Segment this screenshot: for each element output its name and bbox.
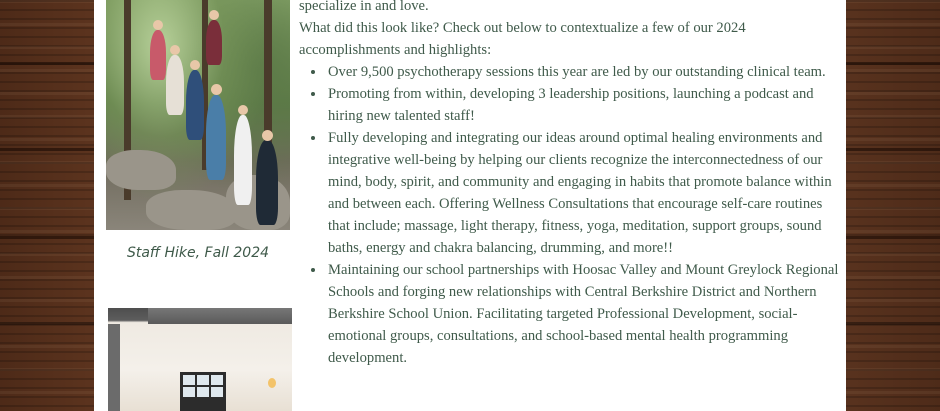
hiker	[166, 55, 184, 115]
hiker-head	[238, 105, 248, 115]
highlight-item: • Promoting from within, developing 3 leadership positions, launching a podcast and hiring new talented staff!	[326, 83, 839, 127]
window	[180, 372, 226, 411]
hiker	[150, 30, 166, 80]
hiker-head	[211, 84, 222, 95]
staff-hike-photo	[106, 0, 290, 230]
rock	[146, 190, 236, 230]
hiker	[206, 20, 222, 65]
hiker-head	[190, 60, 200, 70]
content-panel	[94, 0, 846, 411]
hiker	[234, 115, 252, 205]
hiker	[206, 95, 226, 180]
hiker	[256, 140, 278, 225]
rock	[106, 150, 176, 190]
office-interior-photo	[108, 308, 292, 411]
ceiling-duct	[148, 308, 292, 324]
window-pane	[211, 375, 223, 385]
photo-caption: Staff Hike, Fall 2024	[126, 245, 270, 261]
highlight-item: • Over 9,500 psychotherapy sessions this year are led by our outstanding clinical team.	[326, 61, 839, 83]
window-pane	[183, 387, 195, 397]
highlights-list	[299, 61, 839, 369]
hiker-head	[262, 130, 273, 141]
window-pane	[183, 375, 195, 385]
lamp	[268, 378, 276, 388]
wall-column	[108, 324, 120, 411]
window-pane	[197, 387, 209, 397]
hiker-head	[209, 10, 219, 20]
intro-question: What did this look like? Check out below to contextualize a few of our 2024 accomplishments and highlights:	[299, 20, 746, 58]
intro-fragment: specialize in and love.	[299, 0, 429, 14]
hiker	[186, 70, 204, 140]
highlight-item: • Maintaining our school partnerships with Hoosac Valley and Mount Greylock Regional Schools and forging new relationships with Central Berkshire District and Northern Berkshire School Union. Facilitating targeted Professional Development, social-emotional groups, consultations, and school-based mental health programming development.	[326, 259, 839, 369]
window-pane	[211, 387, 223, 397]
window-pane	[197, 375, 209, 385]
hiker-head	[170, 45, 180, 55]
article-body	[299, 0, 839, 369]
highlight-item: • Fully developing and integrating our ideas around optimal healing environments and integrative well-being by helping our clients recognize the interconnectedness of our mind, body, spirit, and community and engaging in habits that promote balance within and between each. Offering Wellness Consultations that encourage self-care routines that include; massage, light therapy, fitness, yoga, meditation, support groups, sound baths, energy and chakra balancing, drumming, and more!!	[326, 127, 839, 259]
hiker-head	[153, 20, 163, 30]
